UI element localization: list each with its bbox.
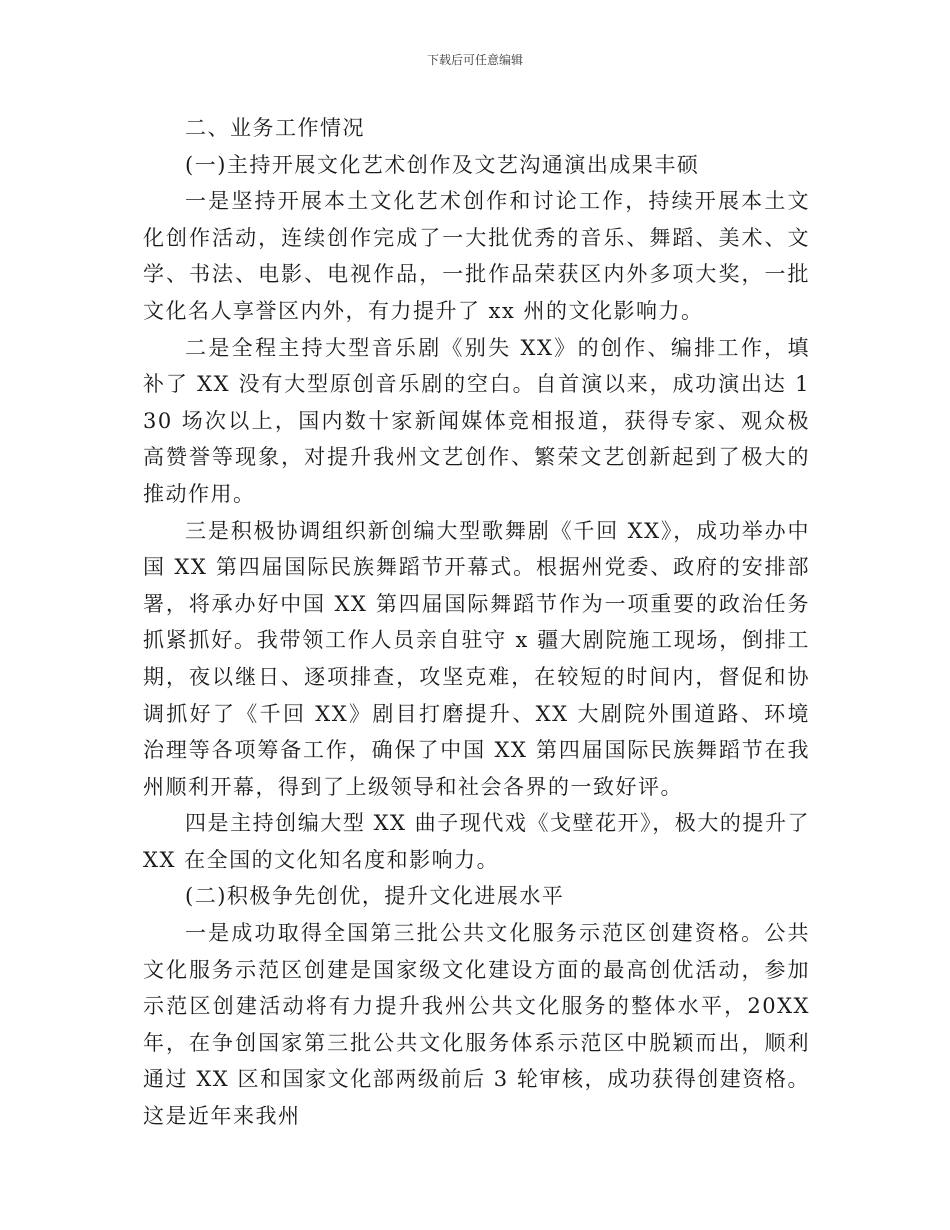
page-header: 下载后可任意编辑 bbox=[426, 53, 523, 67]
body-paragraph: 一是成功取得全国第三批公共文化服务示范区创建资格。公共文化服务示范区创建是国家级文化建设方面的最高创优活动，参加示范区创建活动将有力提升我州公共文化服务的整体水平，20XX 年，在争创国家第三批公共文化服务体系示范区中脱颖而出，顺利通过 XX 区和国家文化部两级前后 3 轮审核，成功获得创建资格。这是近年来我州 bbox=[143, 921, 810, 1129]
body-paragraph: 二是全程主持大型音乐剧《别失 XX》的创作、编排工作，填补了 XX 没有大型原创音乐剧的空白。自首演以来，成功演出达 130 场次以上，国内数十家新闻媒体竞相报道，获得专家、观众极高赞誉等现象，对提升我州文艺创作、繁荣文艺创新起到了极大的推动作用。 bbox=[143, 335, 810, 506]
body-paragraph: 三是积极协调组织新创编大型歌舞剧《千回 XX》，成功举办中国 XX 第四届国际民族舞蹈节开幕式。根据州党委、政府的安排部署，将承办好中国 XX 第四届国际舞蹈节作为一项重要的政治任务抓紧抓好。我带领工作人员亲自驻守 x 疆大剧院施工现场，倒排工期，夜以继日、逐项排查，攻坚克难，在较短的时间内，督促和协调抓好了《千回 XX》剧目打磨提升、XX 大剧院外围道路、环境治理等各项筹备工作，确保了中国 XX 第四届国际民族舞蹈节在我州顺利开幕，得到了上级领导和社会各界的一致好评。 bbox=[143, 518, 810, 799]
section-heading: 二、业务工作情况 bbox=[185, 116, 365, 140]
body-paragraph: 四是主持创编大型 XX 曲子现代戏《戈壁花开》，极大的提升了 XX 在全国的文化知名度和影响力。 bbox=[143, 811, 810, 872]
document-body bbox=[143, 110, 810, 1135]
subsection-heading: (一)主持开展文化艺术创作及文艺沟通演出成果丰硕 bbox=[185, 152, 700, 177]
subsection-heading: (二)积极争先创优，提升文化进展水平 bbox=[185, 884, 565, 909]
body-paragraph: 一是坚持开展本土文化艺术创作和讨论工作，持续开展本土文化创作活动，连续创作完成了一大批优秀的音乐、舞蹈、美术、文学、书法、电影、电视作品，一批作品荣获区内外多项大奖，一批文化名人享誉区内外，有力提升了 xx 州的文化影响力。 bbox=[143, 189, 810, 323]
